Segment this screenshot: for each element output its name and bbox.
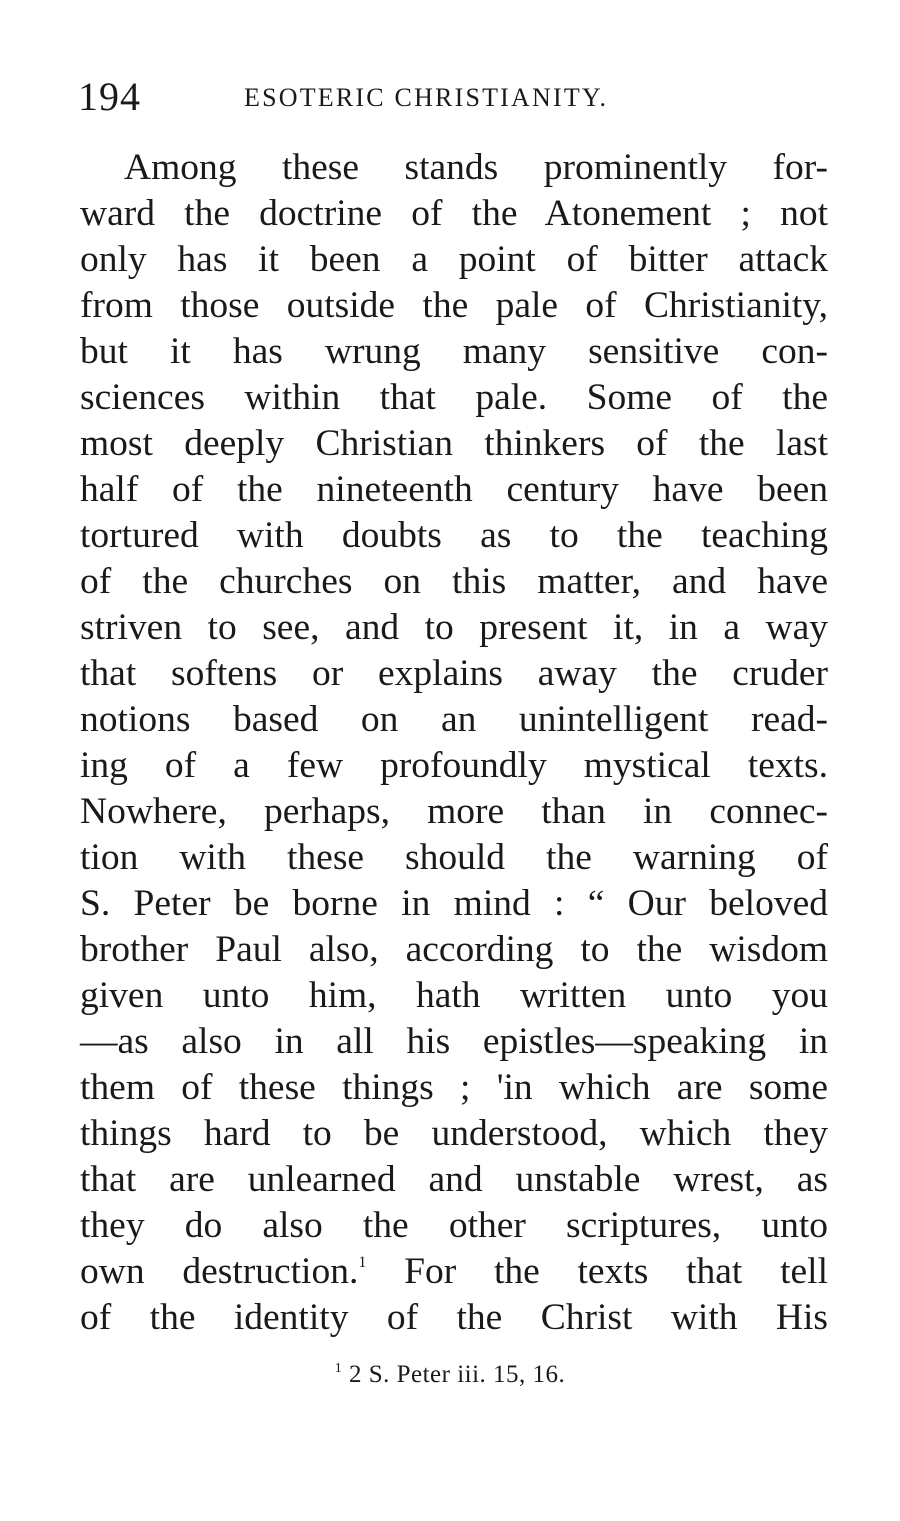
text-line: ing of a few profoundly mystical texts.	[80, 745, 828, 786]
text-line: Among these stands prominently for-	[124, 147, 828, 188]
text-line: half of the nineteenth century have been	[80, 469, 828, 510]
text-line: that softens or explains away the cruder	[80, 653, 828, 694]
text-line: things hard to be understood, which they	[80, 1113, 828, 1154]
text-line: given unto him, hath written unto you	[80, 975, 828, 1016]
page-number: 194	[78, 74, 141, 119]
text-line: most deeply Christian thinkers of the last	[80, 423, 828, 464]
text-line: but it has wrung many sensitive con-	[80, 331, 828, 372]
text-line: only has it been a point of bitter attack	[80, 239, 828, 280]
text-line: brother Paul also, according to the wisdom	[80, 929, 828, 970]
text-line: ward the doctrine of the Atonement ; not	[80, 193, 828, 234]
text-line: striven to see, and to present it, in a way	[80, 607, 828, 648]
running-title: ESOTERIC CHRISTIANITY.	[244, 83, 609, 112]
text-line: tion with these should the warning of	[80, 837, 828, 878]
text-line: S. Peter be borne in mind : “ Our beloved	[80, 883, 828, 924]
running-head	[78, 72, 838, 122]
text-line: notions based on an unintelligent read-	[80, 699, 828, 740]
text-line: that are unlearned and unstable wrest, as	[80, 1159, 828, 1200]
text-line: —as also in all his epistles—speaking in	[80, 1021, 828, 1062]
text-line: sciences within that pale. Some of the	[80, 377, 828, 418]
text-line: of the identity of the Christ with His	[80, 1297, 828, 1338]
text-line: tortured with doubts as to the teaching	[80, 515, 828, 556]
footnote-mark: 1	[334, 1361, 343, 1376]
text-line-with-footnote-mark	[80, 1249, 828, 1295]
text-segment: For the texts that tell	[366, 1251, 828, 1292]
text-line: from those outside the pale of Christianity,	[80, 285, 828, 326]
footnote-text: 2 S. Peter iii. 15, 16.	[342, 1361, 566, 1388]
text-line: Nowhere, perhaps, more than in connec-	[80, 791, 828, 832]
text-line: them of these things ; 'in which are some	[80, 1067, 828, 1108]
footnote	[0, 1358, 900, 1392]
text-line: they do also the other scriptures, unto	[80, 1205, 828, 1246]
footnote-reference-mark: 1	[358, 1254, 367, 1271]
text-line: of the churches on this matter, and have	[80, 561, 828, 602]
text-segment: own destruction.	[80, 1251, 359, 1292]
body-paragraph	[80, 145, 828, 1341]
